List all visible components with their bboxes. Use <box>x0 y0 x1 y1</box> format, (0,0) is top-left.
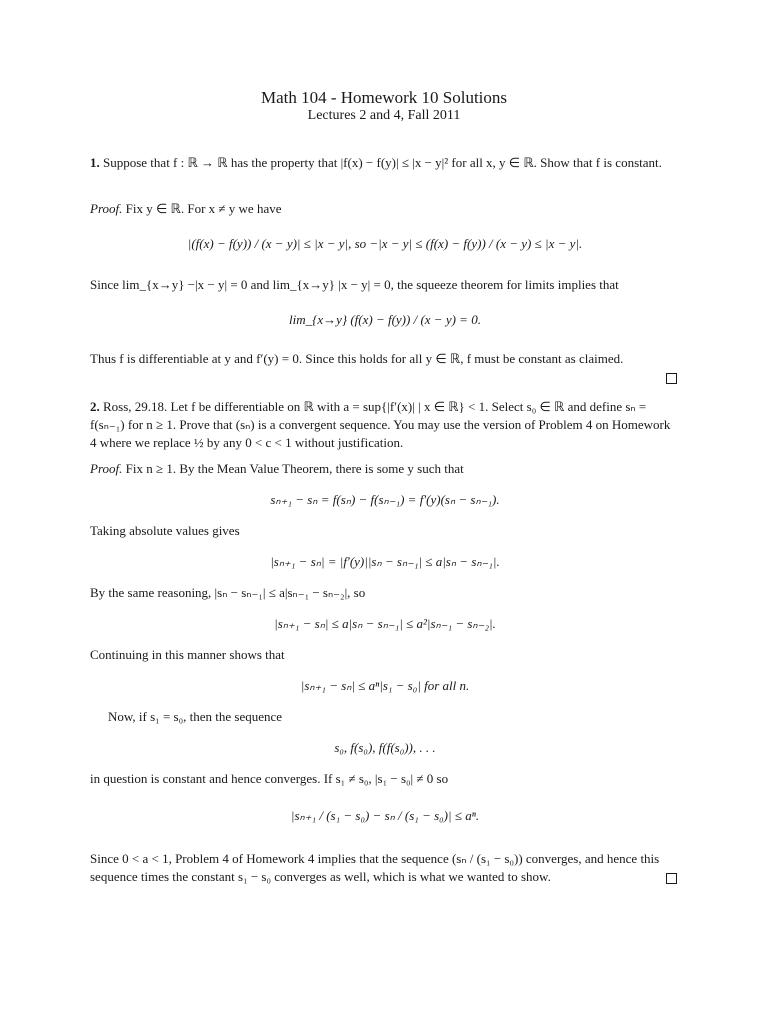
problem-2-proof-label: Proof. <box>90 461 123 476</box>
problem-2-in-question: in question is constant and hence converges. If s₁ ≠ s₀, |s₁ − s₀| ≠ 0 so <box>90 771 449 786</box>
problem-2-equation-5: s₀, f(s₀), f(f(s₀)), . . . <box>334 740 436 755</box>
problem-1-proof-intro <box>90 200 680 218</box>
problem-2-label: 2. <box>90 399 100 414</box>
problem-2-same-reasoning: By the same reasoning, |sₙ − sₙ₋₁| ≤ a|sₙ₋₁ − sₙ₋₂|, so <box>90 585 366 600</box>
problem-1-equation-2: lim_{x→y} (f(x) − f(y)) / (x − y) = 0. <box>289 312 481 327</box>
document-title: Math 104 - Homework 10 Solutions <box>260 88 508 107</box>
problem-1-proof-label: Proof. <box>90 201 123 216</box>
problem-1-proof-intro-text: Fix y ∈ ℝ. For x ≠ y we have <box>125 201 282 216</box>
problem-2-equation-1: sₙ₊₁ − sₙ = f(sₙ) − f(sₙ₋₁) = f′(y)(sₙ − sₙ₋₁). <box>270 492 500 507</box>
problem-1-squeeze-text: Since lim_{x→y} −|x − y| = 0 and lim_{x→y} |x − y| = 0, the squeeze theorem for limits implies that <box>90 277 619 292</box>
problem-2-equation-4: |sₙ₊₁ − sₙ| ≤ aⁿ|s₁ − s₀| for all n. <box>300 678 470 693</box>
problem-2-text: Ross, 29.18. Let f be differentiable on ℝ with a = sup{|f′(x)| | x ∈ ℝ} < 1. Select s₀ ∈ ℝ and define sₙ = f(sₙ₋₁) for n ≥ 1. Prove that (sₙ) is a convergent sequence. You may use the version of Problem 4 on Homework 4 where we replace ½ by any 0 < c < 1 without justification. <box>90 399 671 450</box>
problem-2-equation-6: |sₙ₊₁ / (s₁ − s₀) − sₙ / (s₁ − s₀)| ≤ aⁿ. <box>290 808 480 823</box>
document-subtitle: Lectures 2 and 4, Fall 2011 <box>307 108 461 123</box>
problem-2-proof-intro-text: Fix n ≥ 1. By the Mean Value Theorem, there is some y such that <box>125 461 464 476</box>
problem-2-equation-2: |sₙ₊₁ − sₙ| = |f′(y)||sₙ − sₙ₋₁| ≤ a|sₙ − sₙ₋₁|. <box>270 554 500 569</box>
problem-2-proof-intro <box>90 460 680 478</box>
problem-1-text: Suppose that f : ℝ → ℝ has the property that |f(x) − f(y)| ≤ |x − y|² for all x, y ∈ ℝ. Show that f is constant. <box>103 155 662 170</box>
problem-2-abs-text: Taking absolute values gives <box>90 523 240 538</box>
problem-2-continuing: Continuing in this manner shows that <box>90 647 285 662</box>
problem-1-label: 1. <box>90 155 100 170</box>
problem-2-now-if: Now, if s₁ = s₀, then the sequence <box>108 709 283 724</box>
qed-square-icon <box>666 373 677 384</box>
problem-2-statement <box>90 398 680 452</box>
problem-1-conclusion: Thus f is differentiable at y and f′(y) = 0. Since this holds for all y ∈ ℝ, f must be constant as claimed. <box>90 351 624 366</box>
problem-2-equation-3: |sₙ₊₁ − sₙ| ≤ a|sₙ − sₙ₋₁| ≤ a²|sₙ₋₁ − sₙ₋₂|. <box>274 616 496 631</box>
problem-1-equation-1: |(f(x) − f(y)) / (x − y)| ≤ |x − y|, so −|x − y| ≤ (f(x) − f(y)) / (x − y) ≤ |x − y|. <box>187 236 583 251</box>
problem-2-final: Since 0 < a < 1, Problem 4 of Homework 4 implies that the sequence (sₙ / (s₁ − s₀)) converges, and hence this sequence times the constant s₁ − s₀ converges as well, which is what we wanted to show. <box>90 851 660 884</box>
qed-square-icon <box>666 873 677 884</box>
problem-1-statement <box>90 154 680 172</box>
